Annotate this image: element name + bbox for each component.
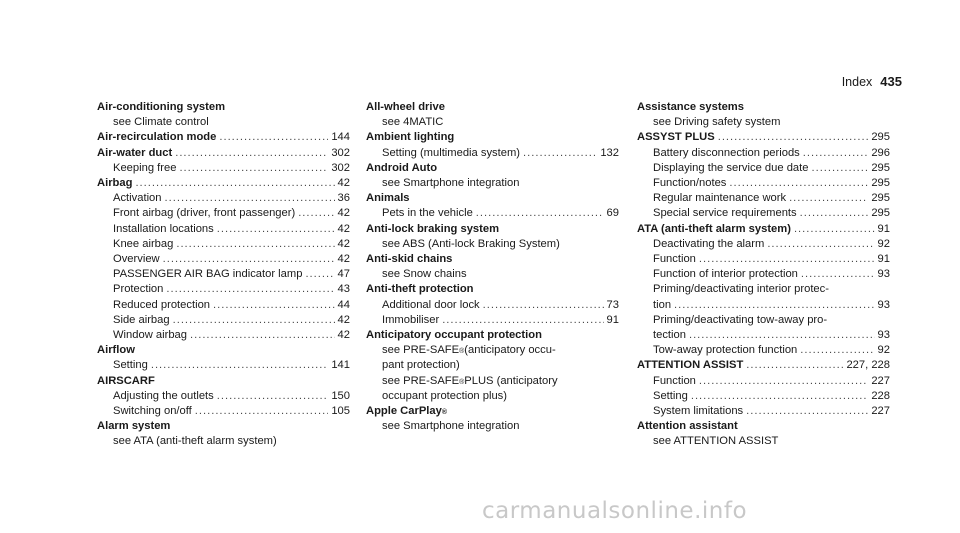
entry-text: tion [653,298,672,311]
index-subentry [366,313,619,328]
entry-text: Protection [113,283,164,296]
entry-text-continued: (anticipatory occu- [464,344,556,357]
index-column-1 [97,100,350,450]
dot-leader [298,206,334,221]
index-subentry: see PRE-SAFE ® (anticipatory occu- [366,343,619,358]
entry-text: see Smartphone integration [382,177,520,190]
index-entry [637,222,890,237]
dot-leader [674,298,875,313]
entry-text: Air-conditioning system [97,101,226,113]
index-subentry [97,267,350,282]
dot-leader [794,222,875,237]
entry-text: Activation [113,192,162,205]
index-subentry [637,161,890,176]
page-reference-link[interactable]: 47 [337,268,350,281]
entry-text: see PRE-SAFE [382,344,460,357]
entry-text: tection [653,329,686,342]
entry-text: Airbag [97,177,133,190]
page-reference-link[interactable]: 295 [871,131,890,144]
entry-text: Attention assistant [637,420,738,433]
index-entry: Apple CarPlay ® [366,404,619,419]
entry-text: Airflow [97,344,135,357]
index-entry [366,252,619,267]
index-entry [366,282,619,297]
page-reference-link[interactable]: 42 [337,253,350,266]
page-reference-link[interactable]: 296 [871,146,890,159]
entry-text: Apple CarPlay [366,405,442,418]
index-subentry [637,404,890,419]
page-reference-link[interactable]: 150 [331,389,350,402]
index-subentry [97,252,350,267]
page-header [842,74,902,89]
index-subentry [366,389,619,404]
index-subentry [97,115,350,130]
index-subentry [97,389,350,404]
page-reference-link[interactable]: 302 [331,161,350,174]
dot-leader [800,343,874,358]
index-entry [97,419,350,434]
entry-text: Air-water duct [97,146,173,159]
index-column-2 [366,100,619,434]
entry-text: occupant protection plus) [382,389,508,402]
dot-leader [803,146,869,161]
dot-leader [476,206,604,221]
page-reference-link[interactable]: 73 [606,298,619,311]
entry-text: Function [653,253,696,266]
index-subentry [366,419,619,434]
dot-leader [746,404,868,419]
index-subentry [637,313,890,328]
entry-text: see PRE-SAFE [382,374,460,387]
entry-text: see Climate control [113,116,209,129]
dot-leader [175,146,328,161]
dot-leader [217,389,329,404]
index-subentry [366,237,619,252]
index-subentry [637,374,890,389]
index-entry [97,146,350,161]
page-reference-link[interactable]: 42 [337,313,350,326]
page-reference-link[interactable]: 93 [877,298,890,311]
index-subentry [637,237,890,252]
entry-text: All-wheel drive [366,101,445,113]
index-entry [637,358,890,373]
index-subentry [637,146,890,161]
dot-leader [729,176,868,191]
entry-text: Tow-away protection function [653,344,798,357]
dot-leader [801,267,875,282]
index-entry [97,100,350,115]
entry-text: Window airbag [113,329,187,342]
index-subentry [97,358,350,373]
entry-text: Alarm system [97,420,171,433]
index-subentry [97,313,350,328]
page-reference-link[interactable]: 227 [871,374,890,387]
page-reference-link[interactable]: 132 [600,146,619,159]
index-entry [97,130,350,145]
dot-leader [173,313,335,328]
dot-leader [195,404,329,419]
dot-leader [689,328,875,343]
index-subentry [366,206,619,221]
entry-text: Side airbag [113,313,170,326]
dot-leader [699,374,868,389]
entry-text: Function [653,374,696,387]
index-entry [637,419,890,434]
page-reference-link[interactable]: 141 [331,359,350,372]
entry-text: see 4MATIC [382,116,444,129]
index-subentry [366,146,619,161]
entry-text: Adjusting the outlets [113,389,214,402]
index-subentry [637,206,890,221]
entry-text: ASSYST PLUS [637,131,715,144]
entry-text: Anti-skid chains [366,253,453,266]
dot-leader [811,161,868,176]
page-reference-link[interactable]: 92 [877,344,890,357]
entry-text: Anticipatory occupant protection [366,329,542,342]
entry-text: Switching on/off [113,405,192,418]
index-subentry [366,298,619,313]
entry-text: Priming/deactivating interior protec- [653,283,829,296]
entry-text: Setting (multimedia system) [382,146,521,159]
index-entry [637,100,890,115]
page-reference-link[interactable]: 42 [337,222,350,235]
entry-text: pant protection) [382,359,460,372]
dot-leader [165,191,335,206]
index-entry [366,130,619,145]
entry-text: Anti-lock braking system [366,222,500,235]
index-entry [366,222,619,237]
entry-text: AIRSCARF [97,374,155,387]
page-reference-link[interactable]: 91 [606,313,619,326]
entry-text: see Driving safety system [653,116,781,129]
index-subentry [637,298,890,313]
index-subentry [97,237,350,252]
entry-text: Anti-theft protection [366,283,474,296]
index-subentry [97,191,350,206]
index-subentry [97,404,350,419]
entry-text: Installation locations [113,222,214,235]
entry-text: Priming/deactivating tow-away pro- [653,313,828,326]
header-title: Index [841,75,873,89]
page-reference-link[interactable]: 93 [877,268,890,281]
entry-text: Immobiliser [382,313,440,326]
index-subentry [97,328,350,343]
entry-text: Additional door lock [382,298,480,311]
page-reference-link[interactable]: 42 [337,329,350,342]
page-reference-link[interactable]: 43 [337,283,350,296]
index-entry [637,130,890,145]
entry-text: ATA (anti-theft alarm system) [637,222,791,235]
index-subentry [97,222,350,237]
dot-leader [213,298,335,313]
dot-leader [163,252,335,267]
dot-leader [179,161,328,176]
entry-text: Front airbag (driver, front passenger) [113,207,296,220]
page-reference-link[interactable]: 42 [337,237,350,250]
dot-leader [746,358,843,373]
index-subentry [637,282,890,297]
entry-text: Keeping free [113,161,177,174]
page-reference-link[interactable]: 93 [877,329,890,342]
dot-leader [718,130,869,145]
dot-leader [699,252,875,267]
index-subentry [637,343,890,358]
page-reference-link[interactable]: 295 [871,177,890,190]
index-entry [97,343,350,358]
entry-text: Regular maintenance work [653,192,787,205]
watermark: carmanualsonline.info [482,498,748,524]
entry-text: Air-recirculation mode [97,131,217,144]
entry-text: Special service requirements [653,207,797,220]
dot-leader [523,146,597,161]
index-subentry [366,358,619,373]
index-subentry: see PRE-SAFE ® PLUS (anticipatory [366,374,619,389]
index-entry [366,100,619,115]
dot-leader [789,191,868,206]
page-reference-link[interactable]: 105 [331,405,350,418]
dot-leader [135,176,334,191]
page-reference-link[interactable]: 36 [337,192,350,205]
dot-leader [800,206,869,221]
index-subentry [97,298,350,313]
page-reference-link[interactable]: 42 [337,177,350,190]
entry-text: Android Auto [366,161,438,174]
entry-text: ATTENTION ASSIST [637,359,744,372]
page-reference-link[interactable]: 295 [871,207,890,220]
entry-text: see Snow chains [382,268,467,281]
dot-leader [176,237,334,252]
index-subentry [637,252,890,267]
entry-text-continued: PLUS (anticipatory [464,374,558,387]
entry-text: Function/notes [653,177,727,190]
page-reference-link[interactable]: 44 [337,298,350,311]
index-subentry [637,267,890,282]
entry-text: Displaying the service due date [653,161,809,174]
index-subentry [366,115,619,130]
dot-leader [217,222,335,237]
entry-text: Setting [653,389,688,402]
index-entry [97,374,350,389]
index-subentry [637,176,890,191]
index-subentry [366,267,619,282]
index-subentry [637,434,890,449]
index-subentry [97,434,350,449]
index-subentry [637,115,890,130]
entry-text: Knee airbag [113,237,174,250]
entry-text: Ambient lighting [366,131,455,144]
entry-text: Battery disconnection periods [653,146,800,159]
entry-text: see ATTENTION ASSIST [653,435,779,448]
page-reference-link[interactable]: 42 [337,207,350,220]
entry-text: Pets in the vehicle [382,207,473,220]
entry-text: Setting [113,359,148,372]
page-reference-link[interactable]: 228 [871,389,890,402]
entry-text: Reduced protection [113,298,211,311]
page-number: 435 [880,74,902,89]
index-entry [366,328,619,343]
page-reference-link[interactable]: 91 [877,222,890,235]
index-entry [366,161,619,176]
page-reference-link[interactable]: 144 [331,131,350,144]
dot-leader [166,282,334,297]
index-subentry [366,176,619,191]
dot-leader [483,298,604,313]
dot-leader [691,389,868,404]
entry-text: Animals [366,192,410,205]
index-subentry [637,191,890,206]
page-reference-link[interactable]: 295 [871,161,890,174]
dot-leader [442,313,603,328]
index-column-3 [637,100,890,450]
index-subentry [97,161,350,176]
index-subentry [97,282,350,297]
page-reference-link[interactable]: 227, 228 [846,359,890,372]
index-subentry [637,389,890,404]
entry-text: see Smartphone integration [382,420,520,433]
page-reference-link[interactable]: 227 [871,405,890,418]
index-entry [366,191,619,206]
entry-text: Deactivating the alarm [653,237,765,250]
index-subentry [637,328,890,343]
entry-text: PASSENGER AIR BAG indicator lamp [113,268,303,281]
entry-text: Assistance systems [637,101,744,113]
entry-text: System limitations [653,405,744,418]
index-entry [97,176,350,191]
page-reference-link[interactable]: 92 [877,237,890,250]
dot-leader [767,237,874,252]
page-reference-link[interactable]: 295 [871,192,890,205]
dot-leader [190,328,335,343]
entry-text: Function of interior protection [653,268,798,281]
index-subentry [97,206,350,221]
dot-leader [305,267,334,282]
page-reference-link[interactable]: 69 [606,207,619,220]
entry-text: see ABS (Anti-lock Braking System) [382,237,560,250]
dot-leader [151,358,328,373]
page-reference-link[interactable]: 91 [877,253,890,266]
page-reference-link[interactable]: 302 [331,146,350,159]
entry-text: see ATA (anti-theft alarm system) [113,435,277,448]
entry-text: Overview [113,253,160,266]
dot-leader [219,130,328,145]
